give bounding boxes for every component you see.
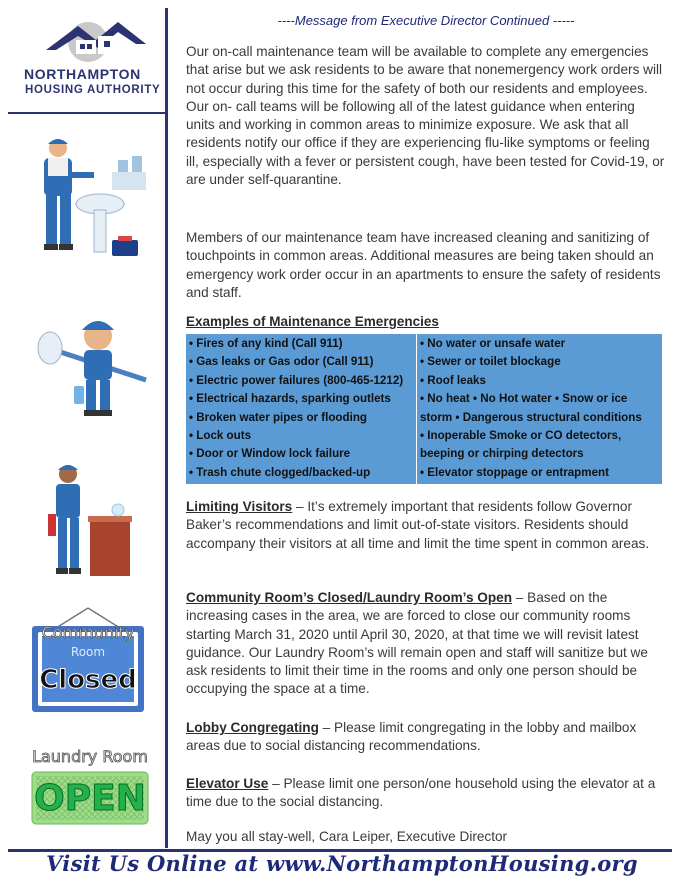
list-item: • Fires of any kind (Call 911) [189,337,343,350]
list-item: • No water or unsafe water [420,337,566,350]
cleaner-illustration [34,310,152,430]
emergencies-right-column [417,334,662,484]
signoff: May you all stay-well, Cara Leiper, Executive Director [186,829,508,844]
sidebar [0,0,166,848]
sign-closed-text: Closed [39,665,137,695]
list-item: • Door or Window lock failure [189,447,351,461]
community-section [186,589,666,699]
list-item: • Gas leaks or Gas odor (Call 911) [189,355,374,369]
list-item: • Trash chute clogged/backed-up [189,465,371,479]
sign-laundry-room-text: Laundry Room [32,747,148,766]
logo-divider [8,112,166,114]
list-item: • Lock outs [189,429,252,443]
intro-paragraph: Our on-call maintenance team will be available to complete any emergencies that arise but we ask residents to be aware that nonemergency work orders will not occur during this time for the safety of both our residents and employees. Our on- call teams will be following all of the latest guidance when entering units and working in common areas to minimize exposure. We ask that all residents notify our office if they are experiencing flu-like symptoms or feeling ill, especially with a fever or persistent cough, have been tested for Covid-19, or are under self-quarantine. [186,44,665,188]
list-item: • Elevator stoppage or entrapment [420,465,609,479]
emergencies-left-column [186,334,417,484]
list-item: • Broken water pipes or flooding [189,410,367,424]
list-item: • No heat • No Hot water • Snow or ice storm • Dangerous structural conditions [420,392,642,424]
visitors-body: – It’s extremely important that residents follow Governor Baker’s recommendations and limit out-of-state visitors. Residents should accompany their visitors at all time and limit the time spent in common areas. [186,499,650,551]
maintenance-emergencies-table [186,334,662,484]
elevator-heading: Elevator Use [186,776,269,791]
elevator-section [186,775,666,812]
handyman-illustration [46,462,136,582]
sign-community-text: Community [41,623,135,642]
footer-website-link[interactable]: Visit Us Online at www.NorthamptonHousing.org [46,851,638,876]
visitors-heading: Limiting Visitors [186,499,293,514]
logo-name-line2: HOUSING AUTHORITY [25,84,161,96]
list-item: • Roof leaks [420,373,486,387]
examples-title: Examples of Maintenance Emergencies [186,314,439,329]
cleaning-paragraph: Members of our maintenance team have increased cleaning and sanitizing of touchpoints in common areas. Additional measures are being taken should an emergency work order occur in an apartments to ensure the safety of residents and staff. [186,230,661,300]
list-item: • Electric power failures (800-465-1212) [189,373,404,387]
page-header: ----Message from Executive Director Continued ----- [277,13,575,28]
visitors-section [186,498,666,553]
community-body: – Based on the increasing cases in the area, we are forced to close our community rooms starting March 31, 2020 until April 30, 2020, at that time we will revisit latest guidance. Our Laundry Room’s will remain open and staff will sanitize but we ask residents to limit their time in the rooms and only one person should be occupying the space at a time. [186,590,648,697]
logo-name-line1: NORTHAMPTON [24,66,141,82]
list-item: • Inoperable Smoke or CO detectors, beeping or chirping detectors [420,429,622,461]
community-room-closed-sign [26,604,150,716]
list-item: • Electrical hazards, sparking outlets [189,392,391,406]
housing-authority-logo [18,14,158,64]
list-item: • Sewer or toilet blockage [420,355,561,369]
lobby-section [186,719,666,756]
sign-room-text: Room [70,645,106,659]
lobby-heading: Lobby Congregating [186,720,319,735]
sidebar-divider [165,8,168,848]
laundry-room-open-sign [26,742,154,828]
lobby-body: – Please limit congregating in the lobby and mailbox areas due to social distancing recommendations. [186,720,637,754]
elevator-body: – Please limit one person/one household using the elevator at a time due to the social distancing. [186,776,656,810]
community-heading: Community Room’s Closed/Laundry Room’s Open [186,590,513,605]
sign-open-text: OPEN [34,778,146,819]
plumber-illustration [34,132,152,272]
